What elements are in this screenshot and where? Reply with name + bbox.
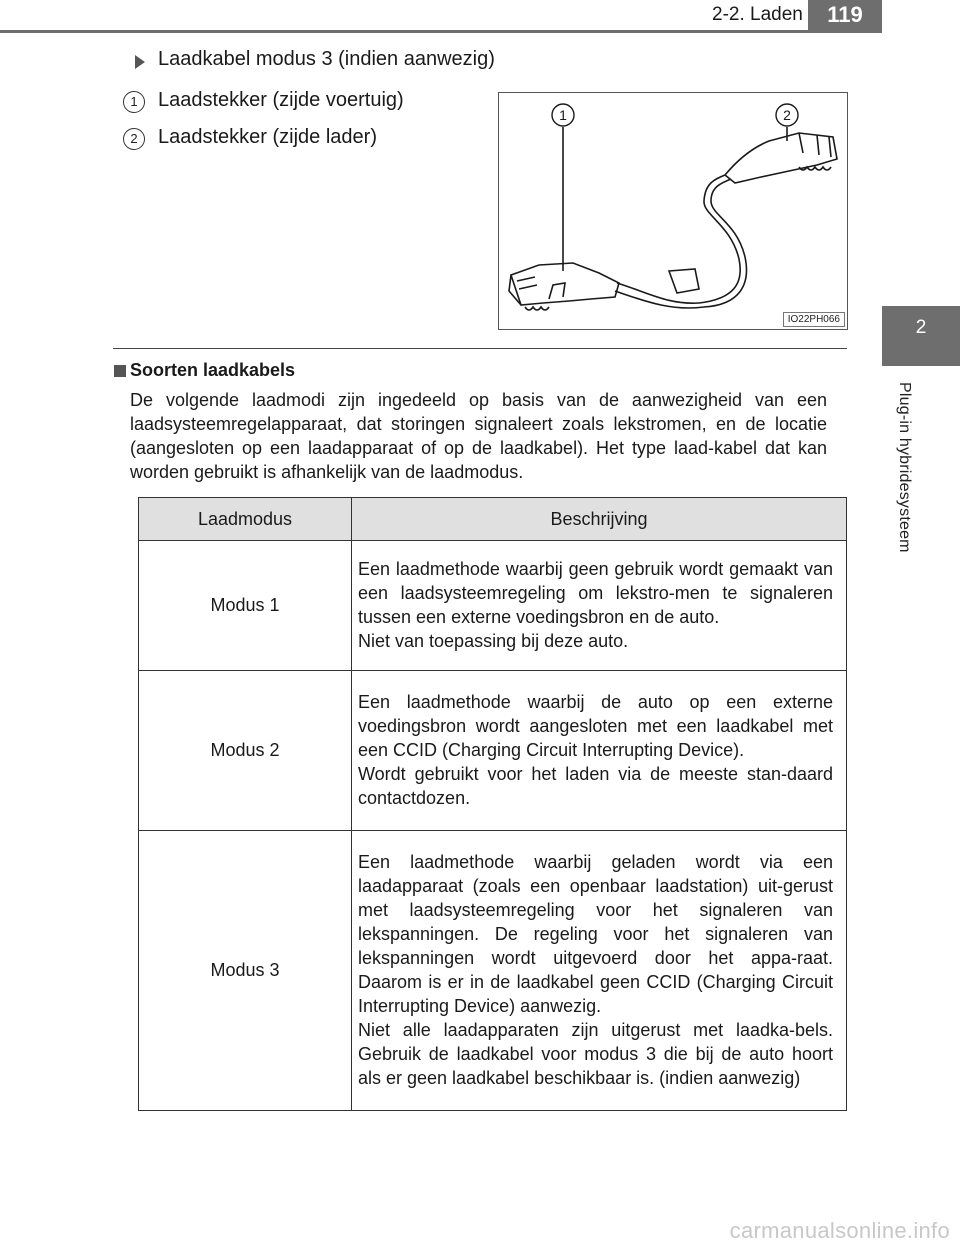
description-text: Niet van toepassing bij deze auto. (358, 630, 629, 651)
charging-modes-table (138, 497, 847, 1111)
square-bullet-icon (114, 365, 126, 377)
description-cell (352, 671, 847, 831)
arrow-bullet-icon (135, 55, 145, 69)
column-header-description: Beschrijving (352, 498, 847, 541)
description-cell (352, 831, 847, 1111)
callout-label-2: Laadstekker (zijde lader) (158, 126, 377, 148)
chapter-tab[interactable] (882, 306, 960, 366)
description-text: Wordt gebruikt voor het laden via de meeste stan-daard contactdozen. (358, 763, 833, 808)
callout-number-2: 2 (123, 128, 145, 150)
description-text: Een laadmethode waarbij geen gebruik wordt gemaakt van een laadsysteemregeling om lekstro-men te signaleren tussen een externe voedingsbron en de auto. (358, 558, 833, 627)
header-rule (0, 30, 882, 33)
description-text: Een laadmethode waarbij de auto op een externe voedingsbron wordt aangesloten met een laadkabel met een CCID (Charging Circuit Interrupting Device). (358, 691, 833, 760)
table-row (139, 671, 847, 831)
description-cell (352, 541, 847, 671)
table-row (139, 831, 847, 1111)
charging-cable-illustration (498, 92, 848, 330)
footer-watermark: carmanualsonline.info (729, 1218, 950, 1243)
chapter-title: Plug-in hybridesysteem (896, 382, 913, 553)
column-header-mode: Laadmodus (139, 498, 352, 541)
callout-label-1: Laadstekker (zijde voertuig) (158, 89, 404, 111)
charging-cable-drawing (499, 93, 847, 329)
figure-callout-1: 1 (559, 107, 567, 123)
description-text: Niet alle laadapparaten zijn uitgerust met laadka-bels. Gebruik de laadkabel voor modus 3 die bij de auto hoort als er geen laadkabel beschikbaar is. (indien aanwezig) (358, 1019, 833, 1088)
mode-cell: Modus 3 (139, 831, 352, 1111)
section-title: Soorten laadkabels (130, 360, 296, 380)
callout-number-1: 1 (123, 91, 145, 113)
figure-callout-2: 2 (783, 107, 791, 123)
table-row (139, 541, 847, 671)
mode-cell: Modus 1 (139, 541, 352, 671)
cable-item-title: Laadkabel modus 3 (indien aanwezig) (158, 48, 495, 70)
header-section-title: 2-2. Laden (712, 4, 803, 25)
figure-code: IO22PH066 (783, 312, 845, 327)
table-header-row (139, 498, 847, 541)
chapter-number: 2 (915, 317, 927, 338)
mode-cell: Modus 2 (139, 671, 352, 831)
description-text: Een laadmethode waarbij geladen wordt via een laadapparaat (zoals een openbaar laadstation) uit-gerust met laadsysteemregeling voor het signaleren van lekspanningen. De regeling voor het signaleren van lekspanningen wordt uitgevoerd door het appa-raat. Daarom is er in de laadkabel geen CCID (Charging Circuit Interrupting Device) aanwezig. (358, 851, 833, 1016)
page-number: 119 (808, 0, 882, 30)
section-body: De volgende laadmodi zijn ingedeeld op basis van de aanwezigheid van een laadsysteemregelapparaat, dat storingen signaleert zoals lekstromen, en de locatie (aangesloten op een laadapparaat of op de laadkabel). Het type laad-kabel dat kan worden gebruikt is afhankelijk van de laadmodus. (130, 390, 827, 482)
section-divider (113, 348, 847, 349)
